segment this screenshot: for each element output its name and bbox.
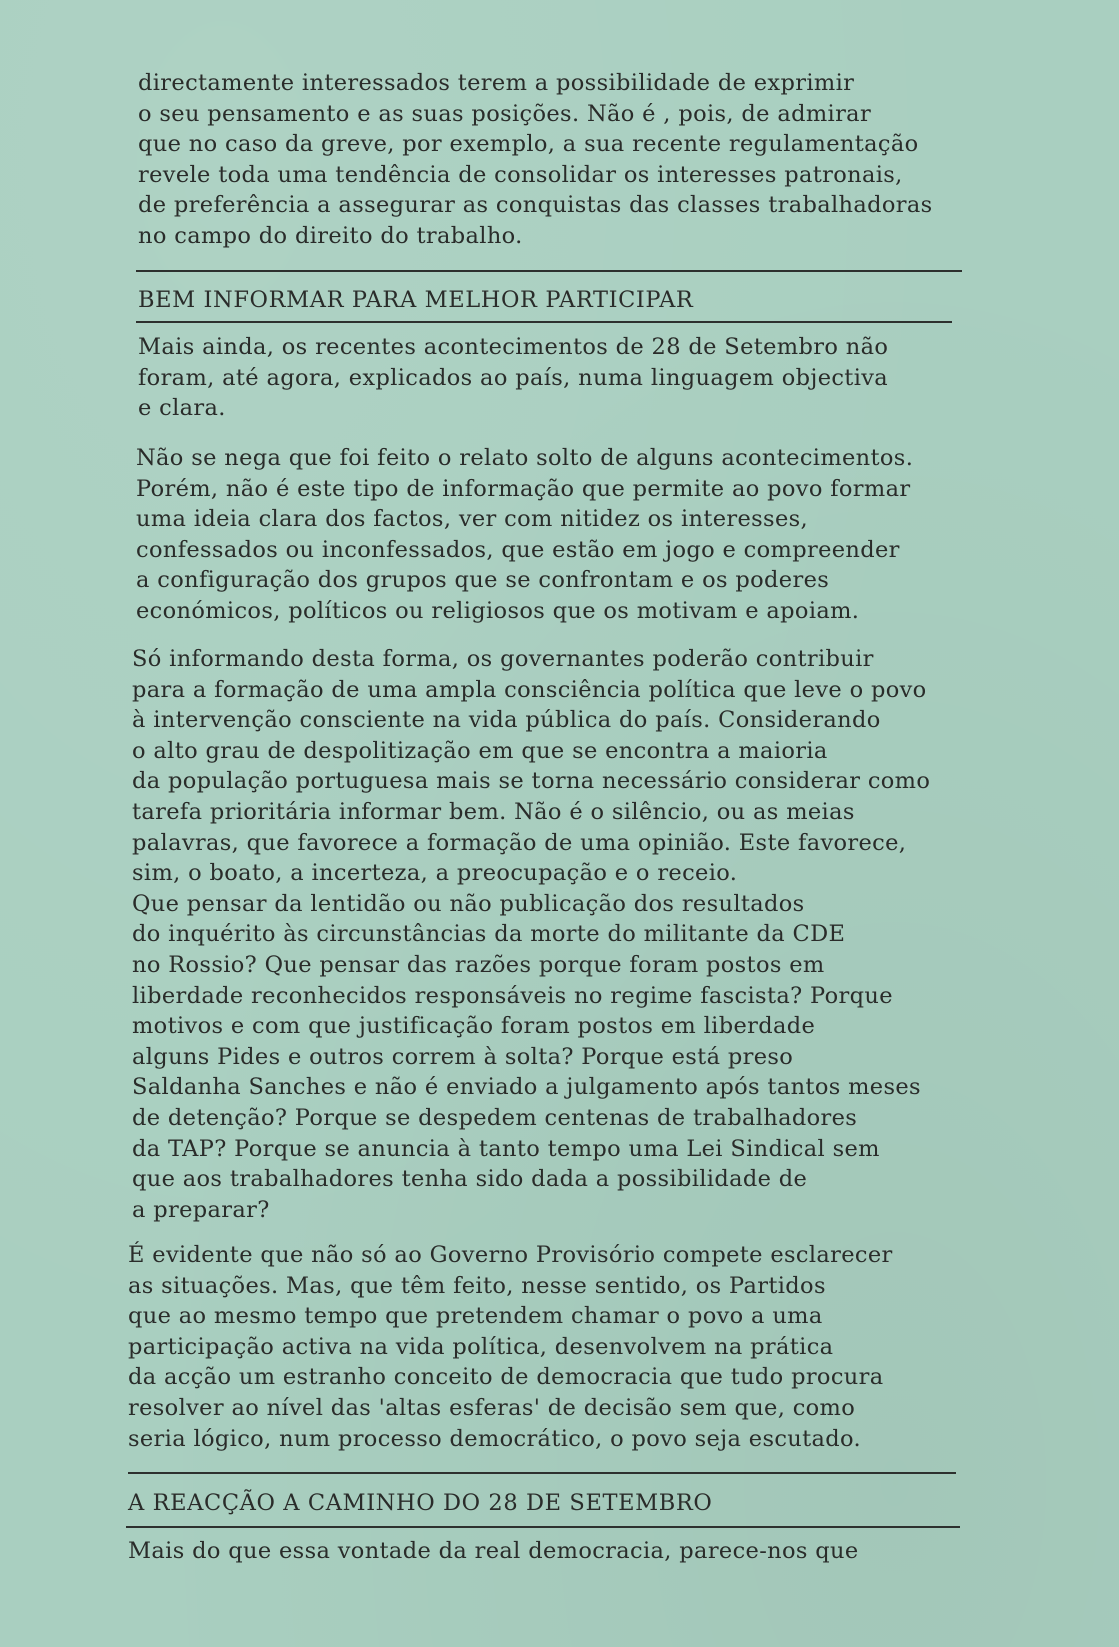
text-line: Só informando desta forma, os governantes poderão contribuir [132, 646, 874, 672]
paragraph-mais-ainda [138, 332, 888, 424]
paragraph-intro [138, 68, 933, 252]
section-heading: A REACÇÃO A CAMINHO DO 28 DE SETEMBRO [128, 1490, 713, 1516]
text-line: palavras, que favorece a formação de uma opinião. Este favorece, [132, 829, 907, 856]
text-line: o seu pensamento e as suas posições. Não é , pois, de admirar [138, 100, 872, 127]
paragraph-mais-do-que [128, 1536, 859, 1567]
divider-rule [136, 270, 962, 272]
text-line: que aos trabalhadores tenha sido dada a possibilidade de [132, 1166, 808, 1193]
text-line: Saldanha Sanches e não é enviado a julgamento após tantos meses [132, 1074, 921, 1101]
text-line: directamente interessados terem a possibilidade de exprimir [138, 70, 855, 96]
divider-rule [126, 1526, 960, 1528]
text-line: no Rossio? Que pensar das razões porque foram postos em [132, 951, 825, 978]
text-line: económicos, políticos ou religiosos que os motivam e apoiam. [136, 597, 860, 624]
text-line: o alto grau de despolitização em que se encontra a maioria [132, 737, 828, 764]
text-line: foram, até agora, explicados ao país, numa linguagem objectiva [138, 364, 889, 391]
text-line: sim, o boato, a incerteza, a preocupação e o receio. [132, 860, 738, 887]
text-line: uma ideia clara dos factos, ver com nitidez os interesses, [136, 506, 809, 533]
divider-rule [136, 321, 952, 323]
text-line: no campo do direito do trabalho. [138, 222, 523, 249]
text-line: tarefa prioritária informar bem. Não é o silêncio, ou as meias [132, 798, 855, 825]
text-line: motivos e com que justificação foram postos em liberdade [132, 1013, 816, 1040]
text-line: à intervenção consciente na vida pública do país. Considerando [132, 707, 881, 734]
text-line: da TAP? Porque se anuncia à tanto tempo uma Lei Sindical sem [132, 1135, 880, 1162]
text-line: da acção um estranho conceito de democracia que tudo procura [128, 1364, 884, 1391]
text-line: a preparar? [132, 1196, 270, 1223]
text-line: Mais do que essa vontade da real democracia, parece-nos que [128, 1538, 859, 1564]
paragraph-e-evidente [128, 1240, 893, 1454]
text-line: confessados ou inconfessados, que estão em jogo e compreender [136, 536, 900, 563]
text-line: revele toda uma tendência de consolidar os interesses patronais, [138, 161, 903, 188]
text-line: que no caso da greve, por exemplo, a sua recente regulamentação [138, 131, 919, 158]
text-line: do inquérito às circunstâncias da morte do militante da CDE [132, 921, 846, 948]
text-line: da população portuguesa mais se torna necessário considerar como [132, 768, 931, 795]
text-line: e clara. [138, 395, 226, 422]
text-line: a configuração dos grupos que se confrontam e os poderes [136, 567, 830, 594]
text-line: alguns Pides e outros correm à solta? Porque está preso [132, 1043, 794, 1070]
text-line: Porém, não é este tipo de informação que permite ao povo formar [136, 475, 911, 502]
text-line: Não se nega que foi feito o relato solto de alguns acontecimentos. [136, 445, 914, 471]
text-line: É evidente que não só ao Governo Provisório compete esclarecer [128, 1242, 893, 1268]
text-line: Mais ainda, os recentes acontecimentos de 28 de Setembro não [138, 334, 889, 360]
text-line: de detenção? Porque se despedem centenas de trabalhadores [132, 1104, 858, 1131]
divider-rule [128, 1472, 956, 1474]
text-line: que ao mesmo tempo que pretendem chamar o povo a uma [128, 1303, 823, 1330]
text-line: de preferência a assegurar as conquistas das classes trabalhadoras [138, 192, 933, 219]
text-line: Que pensar da lentidão ou não publicação dos resultados [132, 890, 805, 917]
text-line: liberdade reconhecidos responsáveis no regime fascista? Porque [132, 982, 893, 1009]
paragraph-nao-se-nega [136, 443, 913, 627]
text-line: participação activa na vida política, desenvolvem na prática [128, 1333, 834, 1360]
paragraph-so-informando [132, 644, 930, 1225]
text-line: resolver ao nível das 'altas esferas' de decisão sem que, como [128, 1394, 856, 1421]
section-heading: BEM INFORMAR PARA MELHOR PARTICIPAR [138, 287, 694, 313]
text-line: as situações. Mas, que têm feito, nesse sentido, os Partidos [128, 1272, 826, 1299]
text-line: para a formação de uma ampla consciência política que leve o povo [132, 676, 927, 703]
text-line: seria lógico, num processo democrático, o povo seja escutado. [128, 1425, 862, 1452]
